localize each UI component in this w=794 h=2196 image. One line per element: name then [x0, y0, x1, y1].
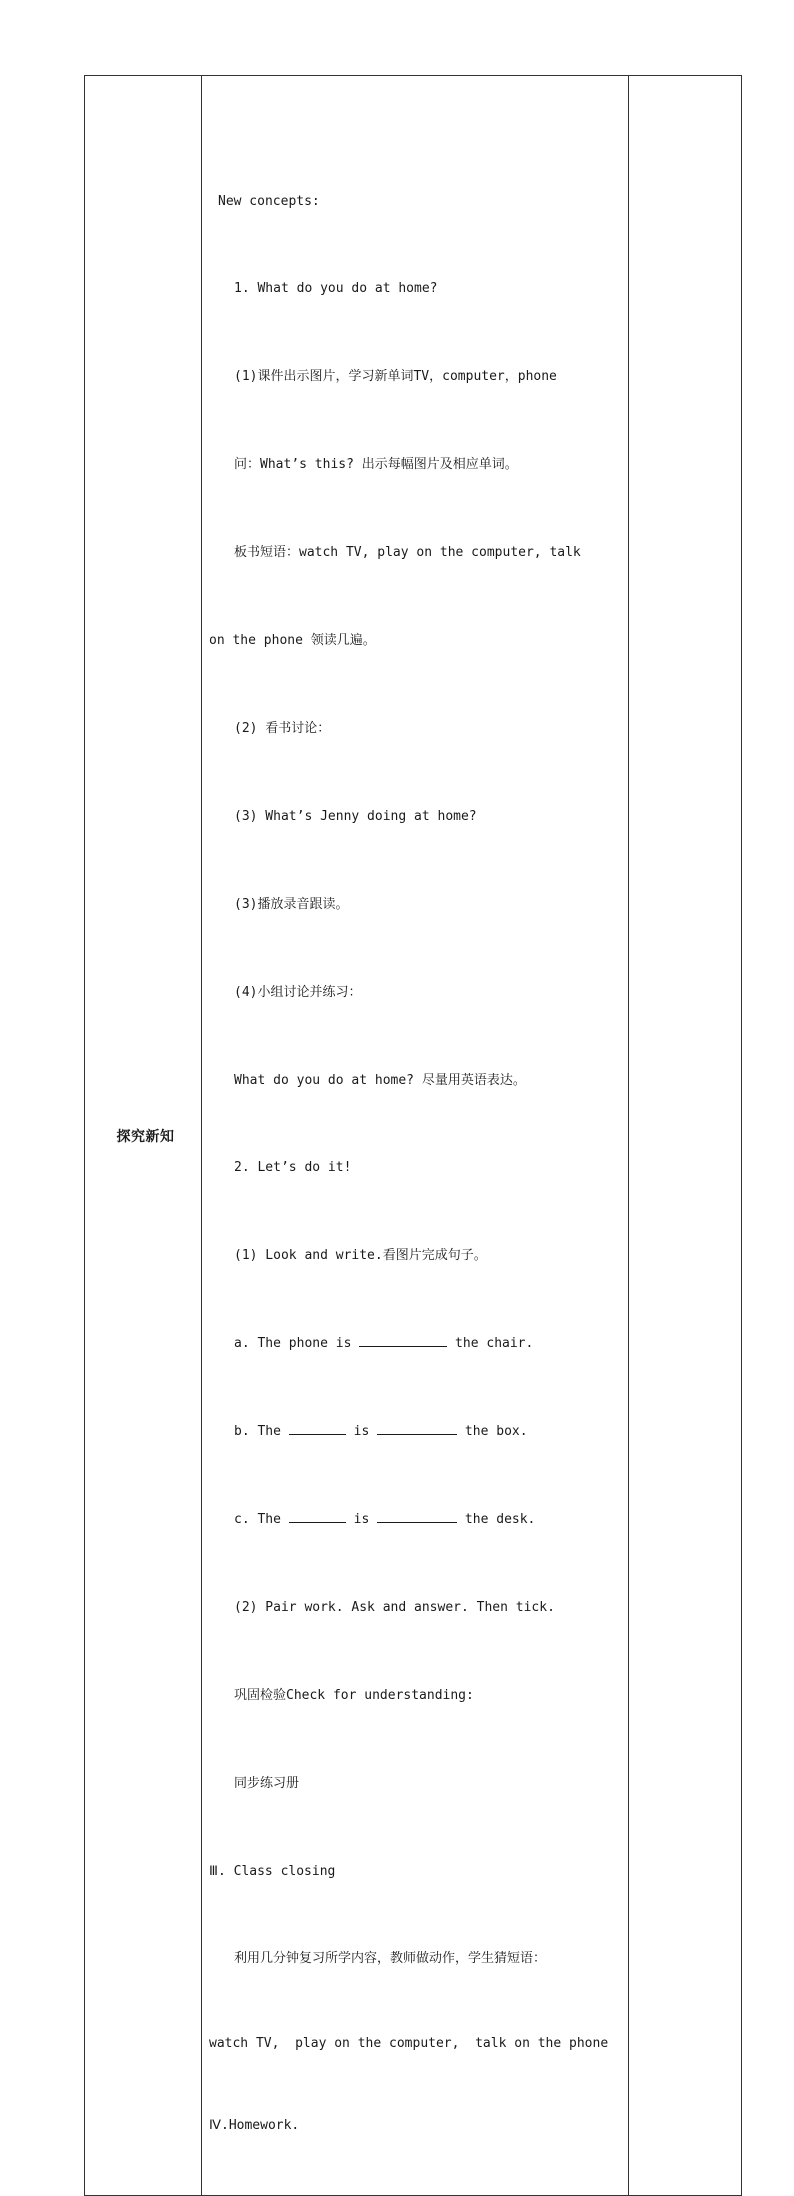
exercise-b-suffix: the box. — [457, 1424, 528, 1440]
workbook: 同步练习册 — [234, 1775, 300, 1791]
lesson-content-cell — [202, 76, 629, 2196]
blank-line — [289, 1420, 346, 1435]
lesson-content — [202, 76, 628, 2195]
closing-phrases: watch TV, play on the computer, talk on the phone — [209, 2036, 609, 2052]
step-two: (2) 看书讨论： — [234, 720, 331, 736]
exercise-a-suffix: the chair. — [447, 1336, 534, 1352]
exercise-c — [209, 1505, 620, 1534]
step-four: (4)小组讨论并练习： — [234, 984, 362, 1000]
step-three-listen: (3)播放录音跟读。 — [234, 896, 349, 912]
board-phrases-line-b: on the phone 领读几遍。 — [209, 633, 376, 649]
step-three-question: (3) What’s Jenny doing at home? — [234, 808, 477, 824]
pair-work: (2) Pair work. Ask and answer. Then tick. — [234, 1599, 555, 1615]
exercise-c-prefix: c. The — [234, 1511, 289, 1527]
notes-cell — [629, 76, 742, 2196]
section-label-cell — [85, 76, 202, 2196]
blank-line — [289, 1508, 346, 1523]
blank-line — [359, 1332, 447, 1347]
step-one-line-a: (1)课件出示图片，学习新单词TV，computer，phone — [234, 369, 557, 385]
blank-line — [377, 1508, 457, 1523]
step-four-question: What do you do at home? 尽量用英语表达。 — [234, 1072, 526, 1088]
blank-line — [377, 1420, 457, 1435]
new-concepts-heading: New concepts: — [218, 193, 320, 209]
question-one: 1. What do you do at home? — [234, 281, 438, 297]
board-phrases-line-a: 板书短语：watch TV, play on the computer, talk — [234, 545, 581, 561]
exercise-b-prefix: b. The — [234, 1424, 289, 1440]
step-one-line-b: 问：What’s this? 出示每幅图片及相应单词。 — [234, 457, 518, 473]
check-understanding: 巩固检验Check for understanding: — [234, 1687, 474, 1703]
exercise-c-suffix: the desk. — [457, 1511, 536, 1527]
section-label: 探究新知 — [116, 1128, 175, 1145]
table-row — [85, 76, 742, 2196]
look-and-write: (1) Look and write.看图片完成句子。 — [234, 1248, 487, 1264]
exercise-a-prefix: a. The phone is — [234, 1336, 360, 1352]
lesson-table — [84, 75, 742, 2196]
exercise-a — [209, 1329, 620, 1358]
homework-heading: Ⅳ.Homework. — [209, 2117, 300, 2133]
exercise-b — [209, 1417, 620, 1446]
class-closing-instructions: 利用几分钟复习所学内容，教师做动作，学生猜短语： — [234, 1951, 547, 1967]
class-closing-heading: Ⅲ. Class closing — [209, 1863, 336, 1879]
exercise-c-middle: is — [345, 1511, 378, 1527]
question-two: 2. Let’s do it! — [234, 1160, 352, 1176]
exercise-b-middle: is — [345, 1424, 378, 1440]
